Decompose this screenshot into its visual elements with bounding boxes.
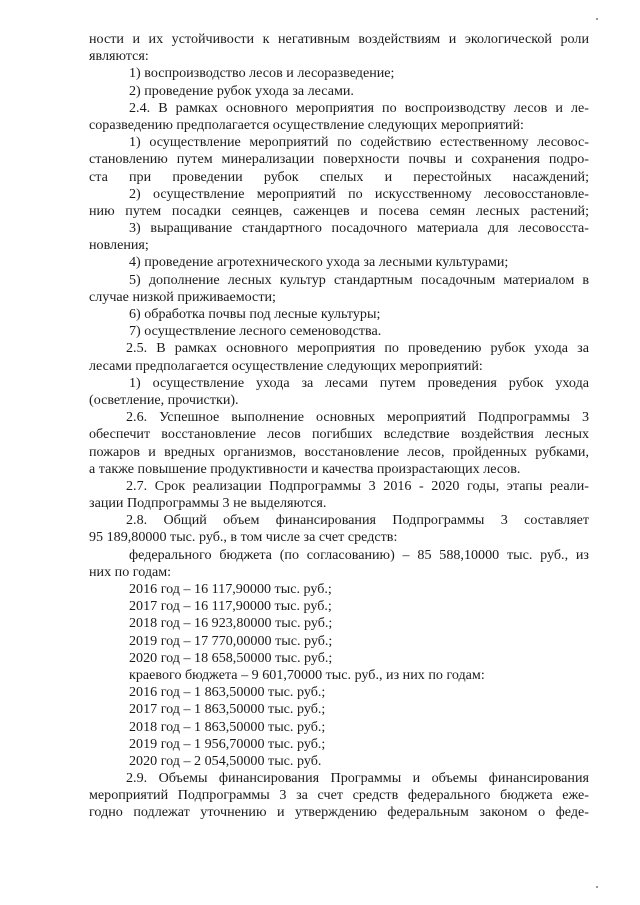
text-line: 5) дополнение лесных культур стандартным посадочным материалом в bbox=[129, 271, 589, 288]
text-line: новления; bbox=[89, 237, 149, 254]
text-line: мероприятий Подпрограммы 3 за счет средств федерального бюджета еже- bbox=[89, 787, 589, 804]
text-line: нию путем посадки сеянцев, саженцев и посева семян лесных растений; bbox=[89, 202, 589, 219]
scan-speck bbox=[596, 18, 598, 20]
text-line: 2.5. В рамках основного мероприятия по проведению рубок ухода за bbox=[126, 340, 589, 357]
text-line: федерального бюджета (по согласованию) – 85 588,10000 тыс. руб., из bbox=[129, 546, 589, 563]
text-line: соразведению предполагается осуществление следующих мероприятий: bbox=[89, 116, 524, 133]
text-line: 2.4. В рамках основного мероприятия по воспроизводству лесов и ле- bbox=[129, 99, 589, 116]
text-line: 2020 год – 18 658,50000 тыс. руб.; bbox=[129, 649, 333, 666]
text-line: 2017 год – 16 117,90000 тыс. руб.; bbox=[129, 598, 332, 615]
text-line: 2020 год – 2 054,50000 тыс. руб. bbox=[129, 752, 322, 769]
text-line: 2) осуществление мероприятий по искусственному лесовосстановле- bbox=[129, 185, 589, 202]
text-line: 2019 год – 17 770,00000 тыс. руб.; bbox=[129, 632, 333, 649]
text-line: 1) воспроизводство лесов и лесоразведение; bbox=[129, 65, 395, 82]
text-line: 2016 год – 1 863,50000 тыс. руб.; bbox=[129, 684, 326, 701]
text-line: зации Подпрограммы 3 не выделяются. bbox=[89, 495, 327, 512]
text-line: (осветление, прочистки). bbox=[89, 391, 239, 408]
text-line: годно подлежат уточнению и утверждению федеральным законом о феде- bbox=[89, 804, 589, 821]
text-line: обеспечит восстановление лесов погибших вследствие воздействия лесных bbox=[89, 426, 589, 443]
text-line: 4) проведение агротехнического ухода за лесными культурами; bbox=[129, 254, 509, 271]
text-line: 2017 год – 1 863,50000 тыс. руб.; bbox=[129, 701, 326, 718]
text-line: 7) осуществление лесного семеноводства. bbox=[129, 323, 382, 340]
text-line: них по годам: bbox=[89, 563, 172, 580]
text-line: 1) осуществление ухода за лесами путем проведения рубок ухода bbox=[129, 374, 589, 391]
text-line: 2016 год – 16 117,90000 тыс. руб.; bbox=[129, 581, 332, 597]
text-line: 2018 год – 16 923,80000 тыс. руб.; bbox=[129, 615, 333, 632]
text-line: 2.8. Общий объем финансирования Подпрограммы 3 составляет bbox=[126, 512, 589, 529]
text-line: 3) выращивание стандартного посадочного материала для лесовосста- bbox=[129, 220, 589, 237]
text-line: 2.9. Объемы финансирования Программы и объемы финансирования bbox=[126, 770, 589, 787]
text-line: 1) осуществление мероприятий по содействию естественному лесовос- bbox=[129, 134, 589, 151]
text-line: 2019 год – 1 956,70000 тыс. руб.; bbox=[129, 735, 326, 752]
text-line: ста при проведении рубок спелых и перестойных насаждений; bbox=[89, 168, 589, 185]
text-line: являются: bbox=[89, 48, 149, 65]
scan-speck bbox=[596, 886, 598, 888]
text-line: краевого бюджета – 9 601,70000 тыс. руб., из них по годам: bbox=[129, 666, 485, 683]
text-line: становлению путем минерализации поверхности почвы и сохранения подро- bbox=[89, 151, 589, 168]
text-line: пожаров и вредных организмов, восстановление лесов, пройденных рубками, bbox=[89, 443, 589, 460]
text-line: 95 189,80000 тыс. руб., в том числе за счет средств: bbox=[89, 529, 398, 546]
text-line: 2.6. Успешное выполнение основных мероприятий Подпрограммы 3 bbox=[126, 409, 589, 426]
text-line: 6) обработка почвы под лесные культуры; bbox=[129, 306, 381, 322]
text-line: ности и их устойчивости к негативным воздействиям и экологической роли bbox=[89, 31, 589, 47]
text-line: а также повышение продуктивности и качества произрастающих лесов. bbox=[89, 460, 521, 477]
text-line: 2) проведение рубок ухода за лесами. bbox=[129, 82, 354, 99]
text-line: лесами предполагается осуществление следующих мероприятий: bbox=[89, 357, 483, 374]
text-line: 2.7. Срок реализации Подпрограммы 3 2016 - 2020 годы, этапы реали- bbox=[126, 477, 589, 494]
document-body bbox=[89, 31, 589, 822]
text-line: 2018 год – 1 863,50000 тыс. руб.; bbox=[129, 718, 326, 735]
text-line: случае низкой приживаемости; bbox=[89, 288, 276, 305]
